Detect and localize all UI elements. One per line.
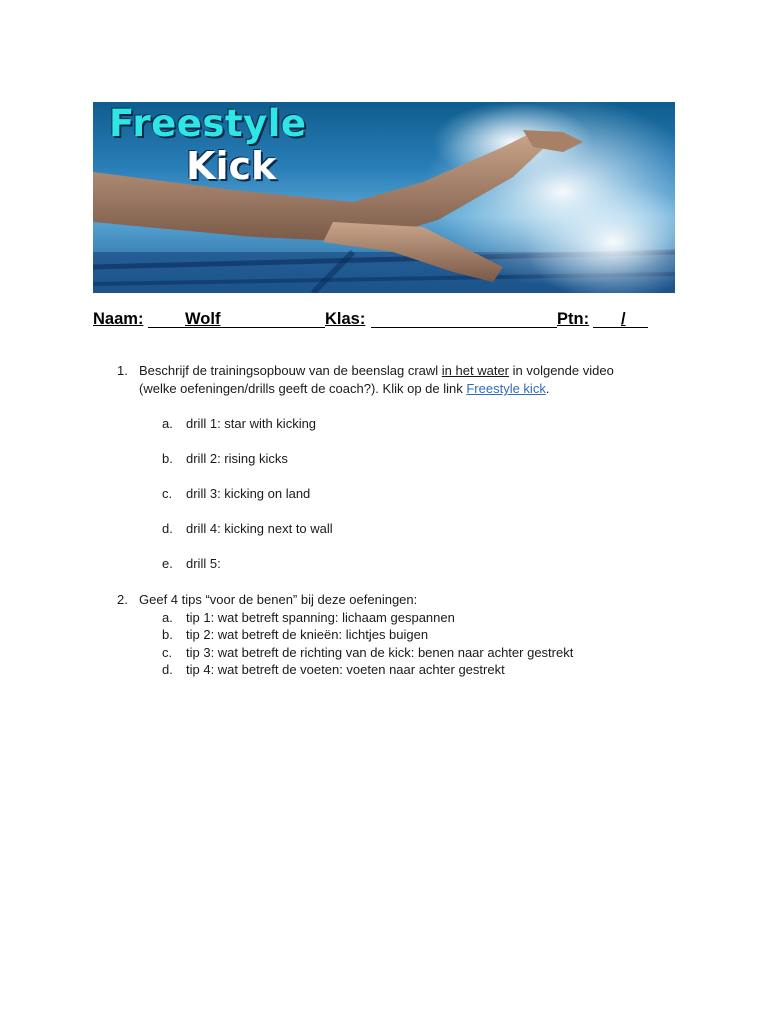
q1-item-e-text: drill 5:: [186, 556, 221, 571]
q2-item-a-text: tip 1: wat betreft spanning: lichaam gespannen: [186, 610, 455, 625]
freestyle-kick-banner: [93, 102, 675, 293]
q1-item-c-marker: c.: [162, 486, 173, 501]
q2-item-d-text: tip 4: wat betreft de voeten: voeten naar achter gestrekt: [186, 662, 505, 677]
q1-item-e-marker: e.: [162, 556, 173, 571]
q2-item-c-text: tip 3: wat betreft de richting van de kick: benen naar achter gestrekt: [186, 645, 574, 660]
banner-title-kick: Kick: [186, 144, 277, 188]
q1-item-d-text: drill 4: kicking next to wall: [186, 521, 333, 536]
q1-item-a-marker: a.: [162, 416, 173, 431]
freestyle-kick-link[interactable]: Freestyle kick: [466, 381, 546, 396]
in-het-water-emphasis: in het water: [441, 363, 509, 378]
q2-item-b-marker: b.: [162, 627, 173, 642]
klas-blank: [371, 310, 557, 333]
question-2-text: Geef 4 tips “voor de benen” bij deze oefeningen:: [139, 592, 418, 607]
question-2-number: 2.: [117, 592, 128, 607]
q2-item-d-marker: d.: [162, 662, 173, 677]
q2-item-a-marker: a.: [162, 610, 173, 625]
naam-value: Wolf: [185, 310, 221, 328]
q1-item-c-text: drill 3: kicking on land: [186, 486, 311, 501]
naam-underline: [148, 310, 325, 333]
q2-item-b-text: tip 2: wat betreft de knieën: lichtjes buigen: [186, 627, 429, 642]
naam-label: Naam:: [93, 310, 144, 328]
banner-title-freestyle: Freestyle: [109, 102, 307, 145]
question-1-line-2: (welke oefeningen/drills geeft de coach?). Klik op de link Freestyle kick.: [139, 381, 550, 396]
ptn-label: Ptn:: [557, 310, 590, 328]
ptn-separator: /: [621, 310, 626, 328]
klas-label: Klas:: [325, 310, 366, 328]
q1-item-b-marker: b.: [162, 451, 173, 466]
q1-item-b-text: drill 2: rising kicks: [186, 451, 288, 466]
student-info-row: [93, 310, 653, 330]
q1-item-a-text: drill 1: star with kicking: [186, 416, 317, 431]
question-1-number: 1.: [117, 363, 128, 378]
question-1-line-1: Beschrijf de trainingsopbouw van de beenslag crawl in het water in volgende video: [139, 363, 614, 378]
q1-item-d-marker: d.: [162, 521, 173, 536]
q2-item-c-marker: c.: [162, 645, 173, 660]
